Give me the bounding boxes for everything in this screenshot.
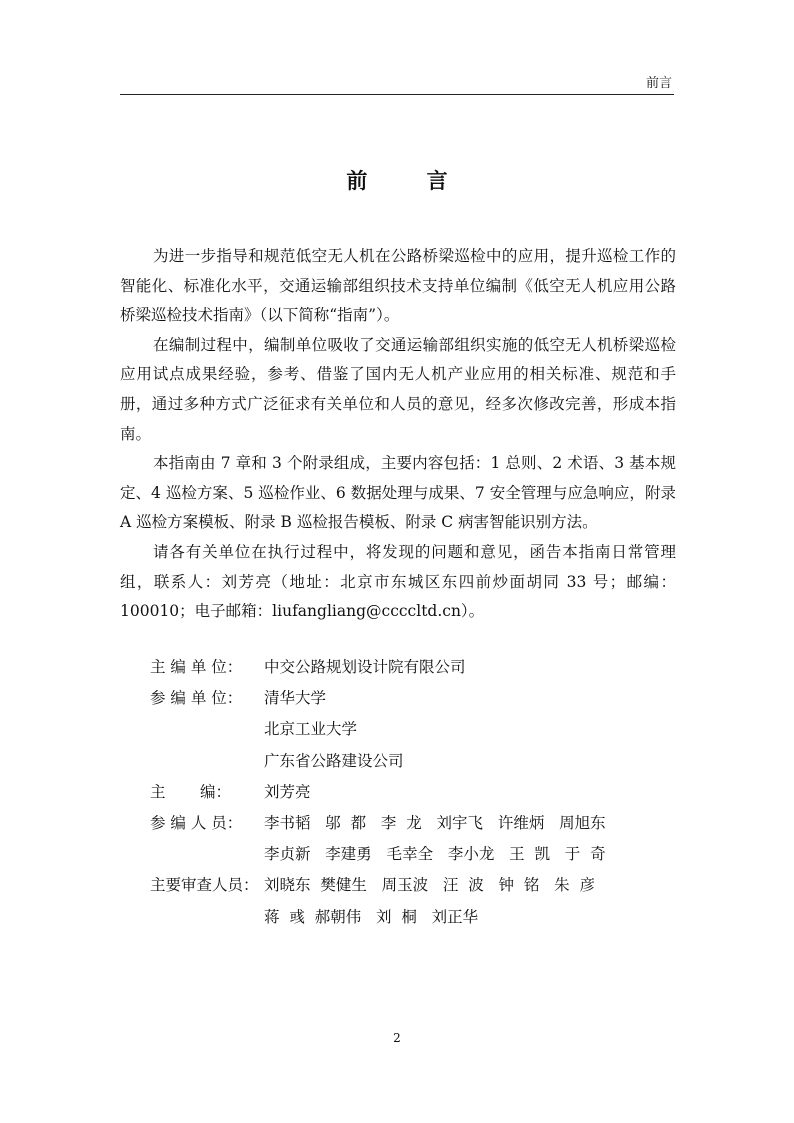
credit-label	[150, 902, 264, 933]
credit-value: 蒋 彧 郝朝伟 刘 桐 刘正华	[264, 907, 479, 926]
credit-value: 李书韬 邬 都 李 龙 刘宇飞 许维炳 周旭东	[264, 814, 606, 833]
credit-value: 刘芳亮	[264, 782, 311, 801]
credit-label: 参 编 人 员：	[150, 814, 243, 833]
preface-body	[120, 242, 676, 627]
credit-value: 广东省公路建设公司	[264, 751, 404, 770]
paragraph: 为进一步指导和规范低空无人机在公路桥梁巡检中的应用，提升巡检工作的智能化、标准化水平，交通运输部组织技术支持单位编制《低空无人机应用公路桥梁巡检技术指南》（以下简称“指南”）。	[120, 247, 676, 325]
credit-row	[150, 777, 670, 808]
credit-label	[150, 839, 264, 870]
credit-label: 主要审查人员：	[150, 876, 259, 895]
credit-label	[150, 746, 264, 777]
credit-row	[150, 808, 670, 839]
credit-label: 主 编 单 位：	[150, 658, 243, 676]
credit-row	[150, 746, 670, 777]
credit-row	[150, 714, 670, 745]
credit-label: 主 编：	[150, 782, 231, 801]
credit-row	[150, 870, 670, 901]
running-header	[120, 76, 674, 95]
credit-value: 清华大学	[264, 689, 327, 708]
paragraph: 请各有关单位在执行过程中，将发现的问题和意见，函告本指南日常管理组，联系人：刘芳亮（地址：北京市东城区东四前炒面胡同 33 号；邮编：100010；电子邮箱：liufangliang@ccccltd.cn）。	[120, 542, 676, 621]
credit-row	[150, 683, 670, 714]
page-number: 2	[393, 1031, 401, 1045]
credit-label: 参 编 单 位：	[150, 689, 243, 708]
credits-list	[150, 652, 670, 933]
paragraph: 在编制过程中，编制单位吸收了交通运输部组织实施的低空无人机桥梁巡检应用试点成果经验，参考、借鉴了国内无人机产业应用的相关标准、规范和手册，通过多种方式广泛征求有关单位和人员的意见，经多次修改完善，形成本指南。	[120, 335, 676, 443]
paragraph: 本指南由 7 章和 3 个附录组成，主要内容包括：1 总则、2 术语、3 基本规定、4 巡检方案、5 巡检作业、6 数据处理与成果、7 安全管理与应急响应，附录 A 巡检方案模板、附录 B 巡检报告模板、附录 C 病害智能识别方法。	[120, 454, 676, 532]
credit-value: 李贞新 李建勇 毛幸全 李小龙 王 凯 于 奇	[264, 845, 606, 864]
credit-value: 刘晓东 樊健生 周玉波 汪 波 钟 铭 朱 彦	[264, 876, 596, 895]
credit-value: 北京工业大学	[264, 720, 358, 739]
credit-row	[150, 652, 670, 683]
credit-row	[150, 839, 670, 870]
header-title: 前言	[645, 76, 672, 91]
credit-row	[150, 902, 670, 933]
page-title: 前 言	[346, 168, 474, 193]
credit-label	[150, 714, 264, 745]
credit-value: 中交公路规划设计院有限公司	[264, 658, 466, 676]
